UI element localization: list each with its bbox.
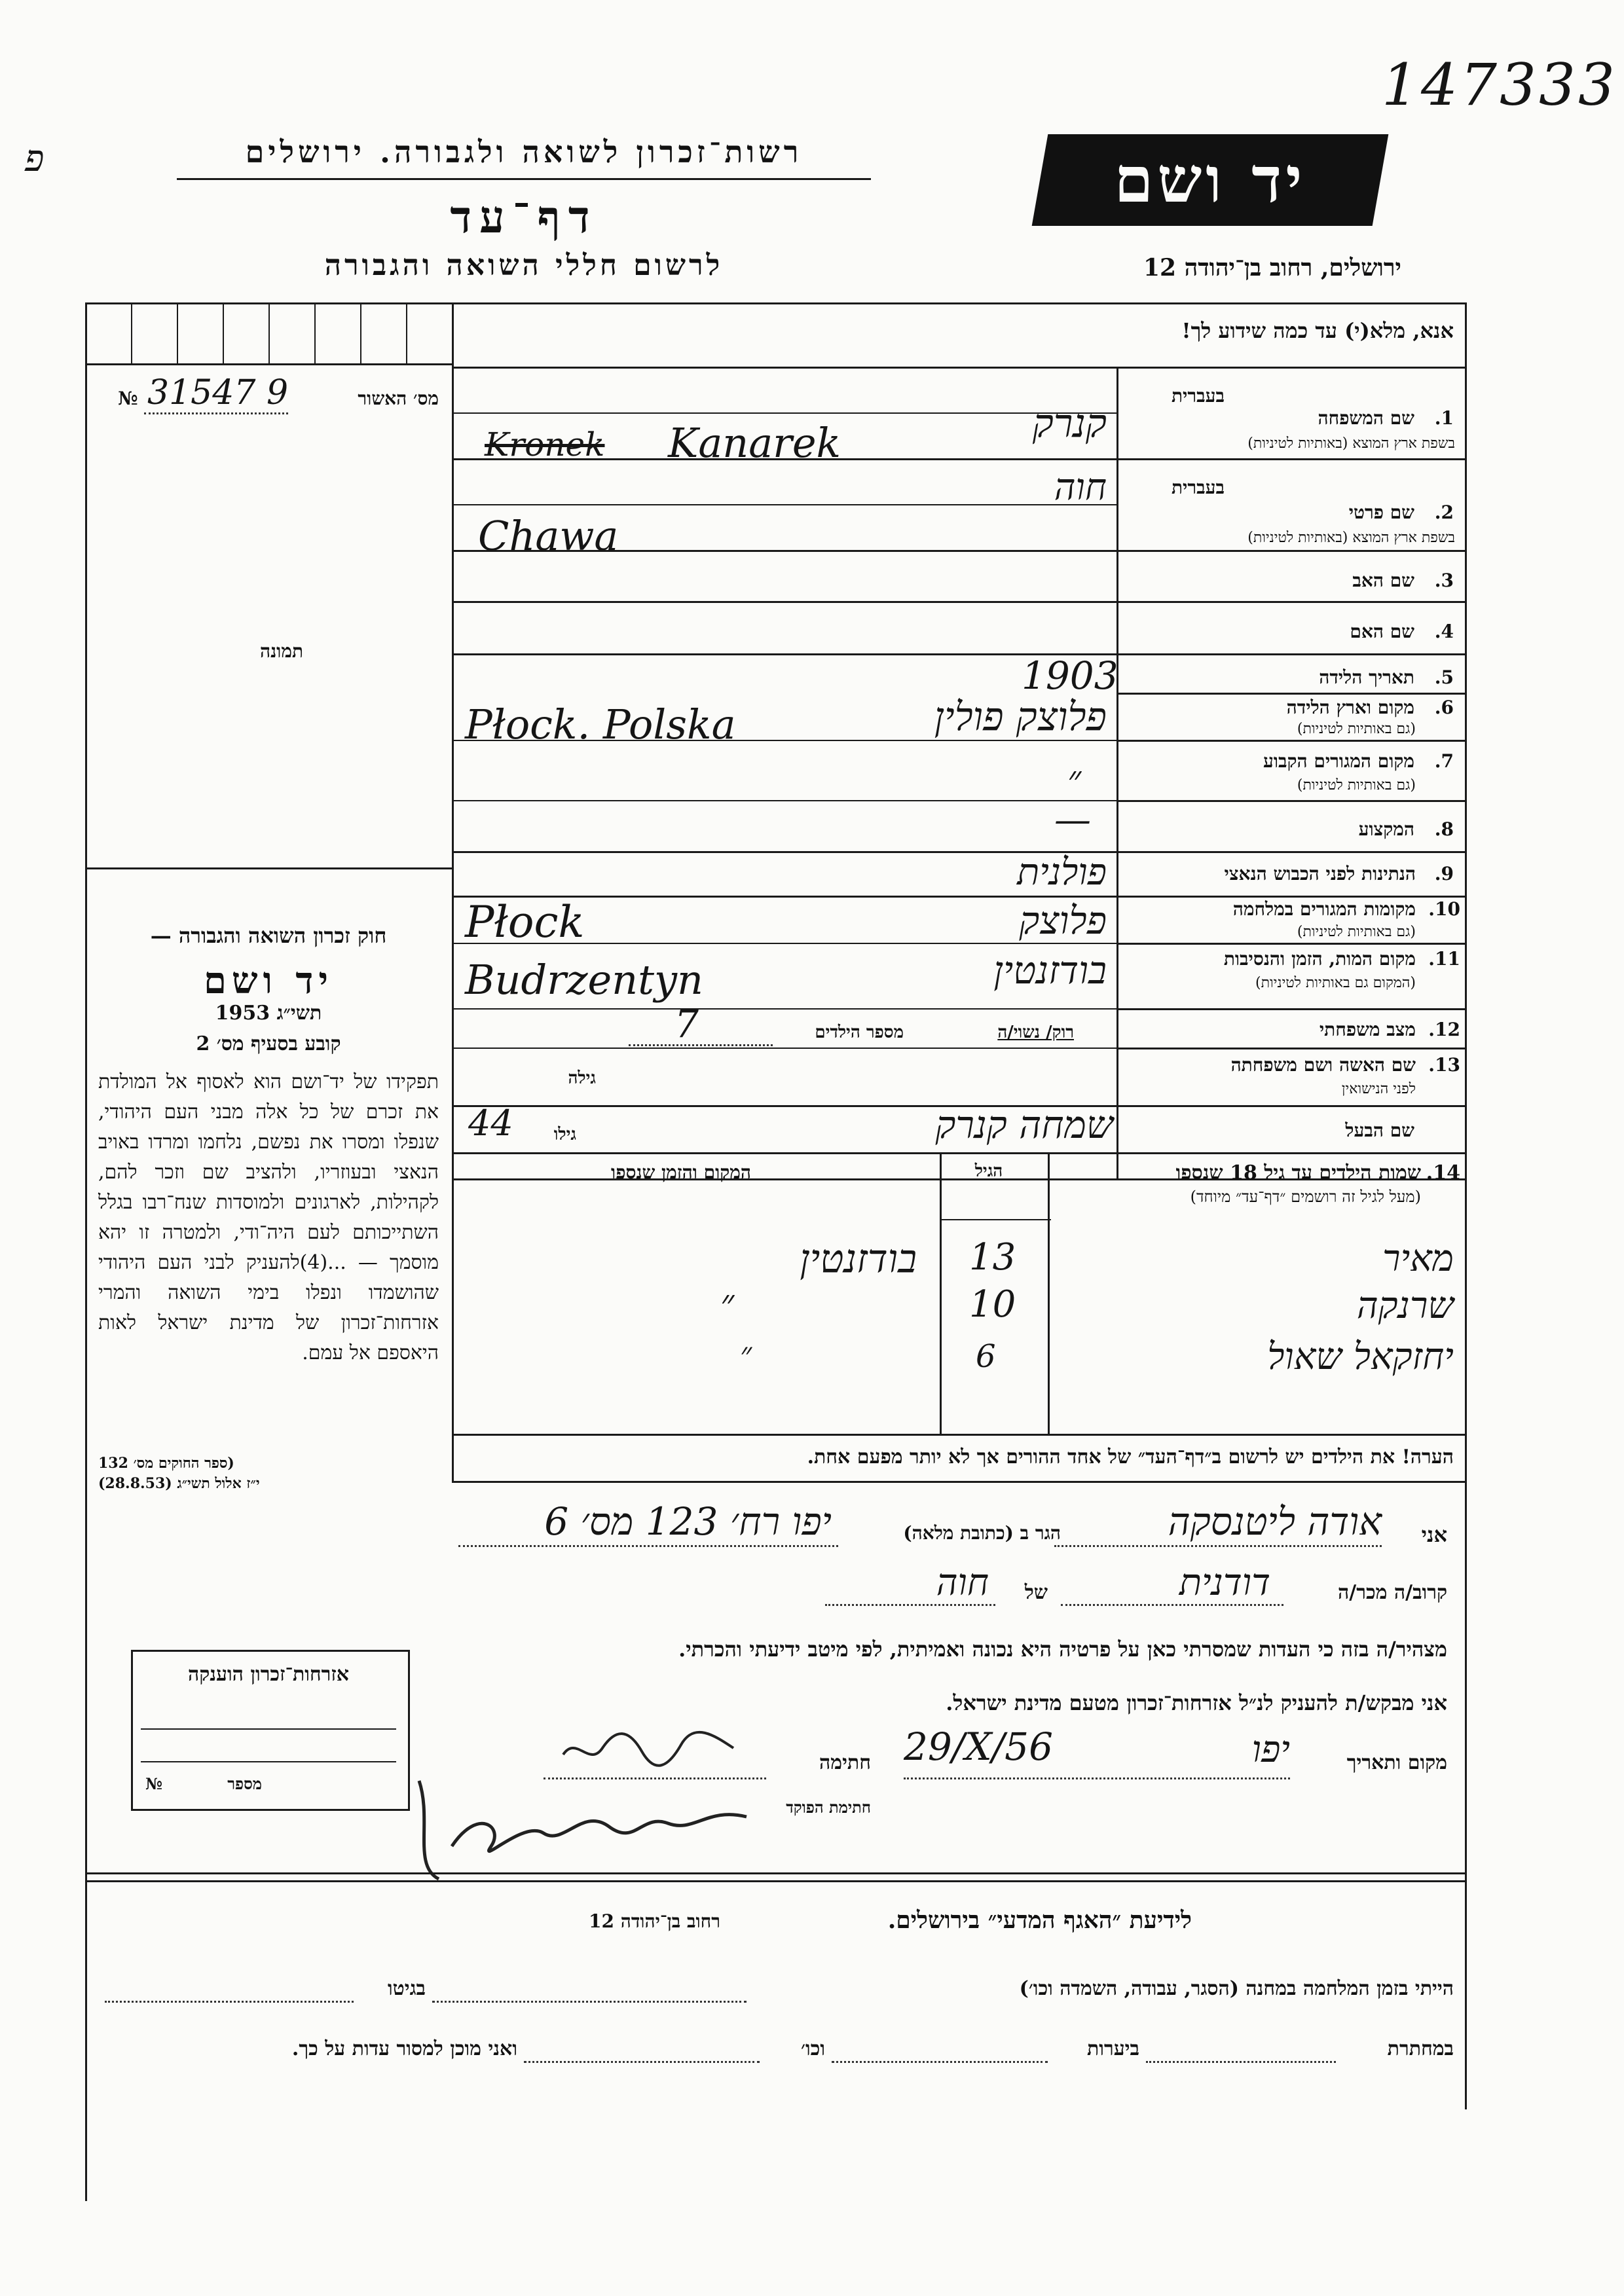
husband-label: שם הבעל [1345,1120,1414,1141]
decl-of-label: של [1024,1581,1048,1604]
officer-signature [393,1768,760,1886]
child-3-name: יחזקאל שאול [1267,1336,1454,1378]
field-1-struck-out: Kronek [485,426,605,464]
logo-text: יד ושם [1114,143,1306,217]
decl-request: אני מבקש/ת להעניק לנ״ל אזרחות־זכרון מטעם מדינת ישראל. [946,1690,1447,1715]
field-10-sub: (גם באותיות לטיניות) [1297,924,1416,940]
witness-address: יפו רח׳ 123 מס׳ 6 [544,1499,832,1544]
yad-vashem-logo [1032,134,1389,226]
form-title: דף־עד [450,191,598,244]
child-1-place: בודזנטין [800,1236,917,1282]
children-count-label: מספר הילדים [815,1023,904,1042]
children-sub: (מעל לגיל זה רושמים ״דף־עד״ מיוחד) [1190,1188,1421,1206]
residence-value: ״ [1067,758,1082,801]
decl-relative-label: קרוב/ה מכר/ה [1338,1581,1447,1604]
field-1-num: 1. [1434,407,1454,429]
signature-label: חתימה [819,1751,871,1774]
first-name-latin: Chawa [478,512,619,560]
reg-number: 31547 9 [147,373,289,412]
profession-value: — [1054,799,1091,841]
husband-name: שמחה קנרק [935,1102,1113,1147]
field-5-label: תאריך הלידה [1319,666,1414,688]
photo-label: תמונה [259,640,304,662]
child-1-name: מאיר [1382,1237,1454,1280]
field-12-label: מצב משפחתי [1319,1019,1416,1040]
field-2-hebrew-tag: בעברית [1171,477,1225,498]
child-3-age: 6 [976,1338,996,1375]
nationality-value: פולנית [1017,851,1107,894]
corner-mark: פ [25,137,45,180]
children-num: 14. [1426,1161,1460,1184]
wartime-place-latin: Płock [465,897,585,947]
child-2-place: ״ [720,1282,735,1324]
child-1-age: 13 [969,1236,1016,1279]
reg-number-prefix: № [118,388,138,409]
law-source-date: י״ז אלול תשי״ג (28.8.53) [98,1475,260,1492]
field-9-label: הנתינות לפני הכבוש הנאצי [1224,863,1416,884]
law-source: (ספר החוקים מס׳ 132 [98,1455,234,1472]
law-clause: קובע בסעיף מס׳ 2 [196,1032,341,1055]
field-10-label: מקומות המגורים במלחמה [1232,898,1416,920]
birth-place-hebrew: פלוצק פולין [934,694,1107,740]
child-2-age: 10 [969,1283,1016,1326]
field-1-hebrew-tag: בעברית [1171,385,1225,407]
footer-willing: ואני מוכן למסור עדות על כך. [291,2037,517,2060]
place-date-label: מקום ותאריך [1346,1751,1447,1774]
child-3-place: ״ [740,1336,752,1372]
birth-date: 1903 [1022,653,1118,698]
footer-heading: לידיעת ״האגף המדעי״ בירושלים. [887,1906,1192,1934]
field-1-label: שם המשפחה [1318,407,1414,429]
wife-age-label: גילה [568,1068,596,1088]
col-place: המקום והזמן שנספו [611,1161,751,1183]
citizenship-number-label: מספר [227,1774,262,1793]
instructions: אנא, מלא(י) עד כמה שידוע לך! [1181,318,1454,343]
field-2-sub: בשפת ארץ המוצא (באותיות לטיניות) [1247,530,1455,546]
field-6-sub: (גם באותיות לטיניות) [1297,721,1416,737]
field-7-sub: (גם באותיות לטיניות) [1297,777,1416,793]
field-5-num: 5. [1434,666,1454,688]
field-6-label: מקום וארץ הלידה [1286,697,1414,718]
marital-status-options: רוק/ נשוי/ה [997,1023,1074,1042]
field-4-num: 4. [1434,621,1454,642]
children-count: 7 [674,1002,699,1046]
witness-name: אודה ליטנסקה [1168,1499,1382,1544]
citizenship-title: אזרחות־זכרון הוענקה [187,1663,350,1686]
law-logo: יד ושם [203,959,334,1002]
footer-line1: הייתי בזמן המלחמה במחנה (הסגר, עבודה, השמדה וכו׳) [1019,1977,1454,2000]
field-13-sub: לפני הנישואין [1341,1081,1416,1097]
reg-label: מס׳ האשור [358,388,439,409]
field-11-num: 11. [1428,948,1460,970]
first-name-hebrew: חוה [1054,466,1107,509]
field-9-num: 9. [1434,863,1454,884]
footer-etc: וכו׳ [801,2037,825,2060]
birth-place-latin: Płock. Polska [465,701,736,748]
children-label: שמות הילדים עד גיל 18 שנספו [1175,1161,1421,1184]
child-2-name: שרנקה [1356,1285,1454,1327]
field-3-label: שם האב [1352,570,1414,591]
field-1-sub: בשפת ארץ המוצא (באותיות לטיניות) [1247,435,1455,452]
footer-address: רחוב בן־יהודה 12 [589,1910,720,1932]
family-name-hebrew: קנרק [1032,401,1107,446]
decl-address-label: הגר ב (כתובת מלאה) [903,1522,1061,1544]
husband-age-label: גילו [553,1125,576,1144]
place-value: יפו [1251,1728,1290,1771]
decl-i-label: אני [1421,1522,1447,1547]
field-8-num: 8. [1434,818,1454,840]
header-address: ירושלים, רחוב בן־יהודה 12 [1143,254,1401,282]
law-year: תשי״ג 1953 [215,1002,322,1025]
field-6-num: 6. [1434,697,1454,718]
footer-ghetto-label: בגיטו [387,1977,426,2000]
witness-signature [550,1722,747,1774]
relation-value: דודנית [1179,1561,1270,1604]
field-10-num: 10. [1428,898,1460,920]
field-12-num: 12. [1428,1019,1460,1040]
field-7-num: 7. [1434,750,1454,772]
field-11-label: מקום המות, הזמן והנסיבות [1223,948,1416,970]
family-name-latin: Kanarek [668,419,841,467]
wartime-place-hebrew: פלוצק [1019,898,1107,943]
archive-number: 147333 [1382,51,1617,118]
officer-signature-label: חתימת הפוקד [786,1798,871,1817]
date-value: 29/X/56 [904,1724,1053,1769]
citizenship-number-prefix: № [145,1774,163,1793]
org-line: רשות־זכרון לשואה ולגבורה. ירושלים [245,134,803,170]
field-8-label: המקצוע [1358,818,1414,840]
col-age: הגיל [974,1161,1003,1181]
law-title: חוק זכרון השואה והגבורה — [150,923,387,948]
death-place-latin: Budrzentyn [465,956,703,1004]
field-13-num: 13. [1428,1054,1460,1076]
field-3-num: 3. [1434,570,1454,591]
husband-age: 44 [468,1102,513,1144]
decl-statement: מצהיר/ה בזה כי העדות שמסרתי כאן על פרטיה היא נכונה ואמיתית, לפי מיטב ידיעתי והכרתי. [678,1637,1447,1662]
law-text: תפקידו של יד־ושם הוא לאסוף אל המולדת את זכרם של כל אלה מבני העם היהודי, שנפלו ומסרו את נפשם, נלחמו ומרדו באויב הנאצי ובעוזריו, ולהציב שם וזכר להם, לקהילות, לארגונים ולמוסדות שנח־רבו בגלל השתייכותם לעם היה־ודי, ולמטרה זו יהא מוסמך — ...(4)להעניק לבני העם היהודי שהושמדו ונפלו בימי השואה והמרי אזרחות־זכרון של מדינת ישראל לאות היאספם אל עמם. [98,1070,439,1364]
footer-forests: ביערות [1086,2037,1139,2060]
note: הערה! את הילדים יש לרשום ב״דף־העד״ של אחד ההורים אך לא יותר מפעם אחת. [807,1446,1454,1468]
form-subtitle: לרשום חללי השואה והגבורה [324,249,724,282]
of-name: חוה [936,1561,989,1604]
field-11-sub: (המקום גם באותיות לטיניות) [1255,975,1416,991]
death-place-hebrew: בודזנטין [993,948,1107,993]
field-4-label: שם האם [1350,621,1414,642]
field-13-label: שם האשה ושם משפחתה [1230,1054,1416,1076]
field-2-num: 2. [1434,501,1454,523]
footer-underground: במחתרת [1387,2037,1454,2060]
field-7-label: מקום המגורים הקבוע [1263,750,1414,772]
field-2-label: שם פרטי [1348,501,1414,523]
